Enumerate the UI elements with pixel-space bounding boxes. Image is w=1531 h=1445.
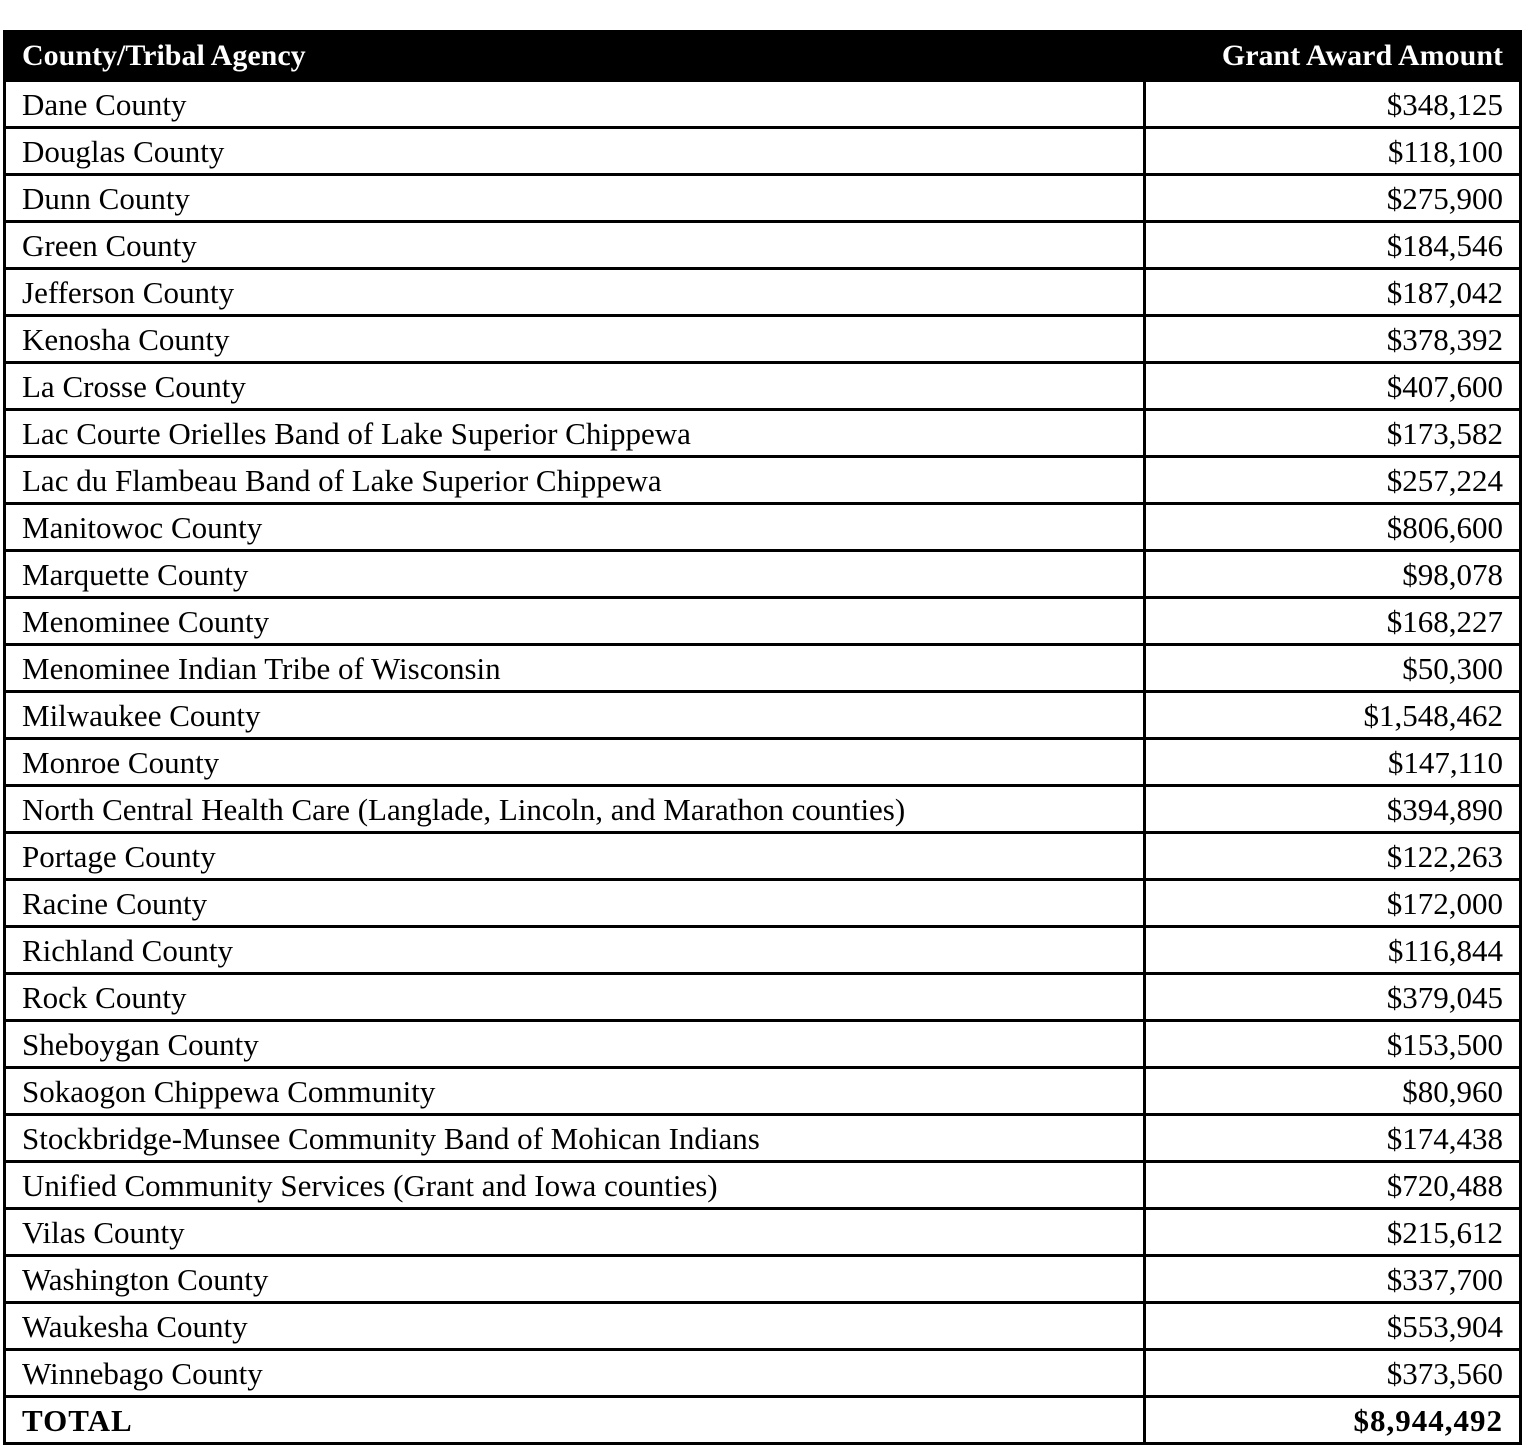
table-row [5,128,1521,175]
agency-cell: Richland County [5,927,1145,974]
amount-cell: $257,224 [1145,457,1521,504]
amount-cell: $806,600 [1145,504,1521,551]
table-row [5,316,1521,363]
column-header-amount: Grant Award Amount [1145,32,1521,81]
agency-cell: North Central Health Care (Langlade, Lincoln, and Marathon counties) [5,786,1145,833]
table-body [5,81,1521,1444]
amount-cell: $172,000 [1145,880,1521,927]
agency-cell: Waukesha County [5,1303,1145,1350]
agency-cell: Sokaogon Chippewa Community [5,1068,1145,1115]
table-row [5,1303,1521,1350]
agency-cell: Milwaukee County [5,692,1145,739]
table-header-row [5,32,1521,81]
amount-cell: $187,042 [1145,269,1521,316]
amount-cell: $118,100 [1145,128,1521,175]
table-row [5,410,1521,457]
amount-cell: $720,488 [1145,1162,1521,1209]
amount-cell: $173,582 [1145,410,1521,457]
agency-cell: Dunn County [5,175,1145,222]
agency-cell: Kenosha County [5,316,1145,363]
agency-cell: Rock County [5,974,1145,1021]
table-row [5,222,1521,269]
agency-cell: Unified Community Services (Grant and Iowa counties) [5,1162,1145,1209]
agency-cell: Green County [5,222,1145,269]
agency-cell: Manitowoc County [5,504,1145,551]
total-row [5,1397,1521,1444]
table-row [5,739,1521,786]
table-row [5,1068,1521,1115]
agency-cell: Monroe County [5,739,1145,786]
amount-cell: $153,500 [1145,1021,1521,1068]
table-row [5,692,1521,739]
agency-cell: Lac Courte Orielles Band of Lake Superior Chippewa [5,410,1145,457]
table-row [5,81,1521,128]
table-row [5,1350,1521,1397]
table-row [5,1021,1521,1068]
amount-cell: $98,078 [1145,551,1521,598]
table-row [5,551,1521,598]
agency-cell: Menominee Indian Tribe of Wisconsin [5,645,1145,692]
amount-cell: $407,600 [1145,363,1521,410]
agency-cell: Vilas County [5,1209,1145,1256]
agency-cell: Portage County [5,833,1145,880]
table-row [5,974,1521,1021]
total-label: TOTAL [5,1397,1145,1444]
amount-cell: $394,890 [1145,786,1521,833]
agency-cell: Menominee County [5,598,1145,645]
agency-cell: Douglas County [5,128,1145,175]
amount-cell: $50,300 [1145,645,1521,692]
table-row [5,363,1521,410]
amount-cell: $275,900 [1145,175,1521,222]
table-row [5,1115,1521,1162]
agency-cell: Lac du Flambeau Band of Lake Superior Chippewa [5,457,1145,504]
amount-cell: $553,904 [1145,1303,1521,1350]
table-row [5,598,1521,645]
grant-award-table [3,30,1522,1445]
table-row [5,269,1521,316]
amount-cell: $168,227 [1145,598,1521,645]
agency-cell: Jefferson County [5,269,1145,316]
amount-cell: $348,125 [1145,81,1521,128]
amount-cell: $378,392 [1145,316,1521,363]
agency-cell: Washington County [5,1256,1145,1303]
column-header-agency: County/Tribal Agency [5,32,1145,81]
table-row [5,1256,1521,1303]
amount-cell: $373,560 [1145,1350,1521,1397]
agency-cell: La Crosse County [5,363,1145,410]
amount-cell: $379,045 [1145,974,1521,1021]
table-row [5,1162,1521,1209]
table-row [5,1209,1521,1256]
table-row [5,457,1521,504]
amount-cell: $80,960 [1145,1068,1521,1115]
table-row [5,645,1521,692]
amount-cell: $337,700 [1145,1256,1521,1303]
agency-cell: Sheboygan County [5,1021,1145,1068]
table-row [5,786,1521,833]
agency-cell: Winnebago County [5,1350,1145,1397]
amount-cell: $147,110 [1145,739,1521,786]
amount-cell: $116,844 [1145,927,1521,974]
amount-cell: $184,546 [1145,222,1521,269]
amount-cell: $122,263 [1145,833,1521,880]
table-row [5,175,1521,222]
agency-cell: Marquette County [5,551,1145,598]
agency-cell: Dane County [5,81,1145,128]
table-row [5,927,1521,974]
total-amount: $8,944,492 [1145,1397,1521,1444]
table-row [5,504,1521,551]
table-row [5,833,1521,880]
agency-cell: Racine County [5,880,1145,927]
amount-cell: $174,438 [1145,1115,1521,1162]
table-row [5,880,1521,927]
amount-cell: $215,612 [1145,1209,1521,1256]
amount-cell: $1,548,462 [1145,692,1521,739]
agency-cell: Stockbridge-Munsee Community Band of Mohican Indians [5,1115,1145,1162]
